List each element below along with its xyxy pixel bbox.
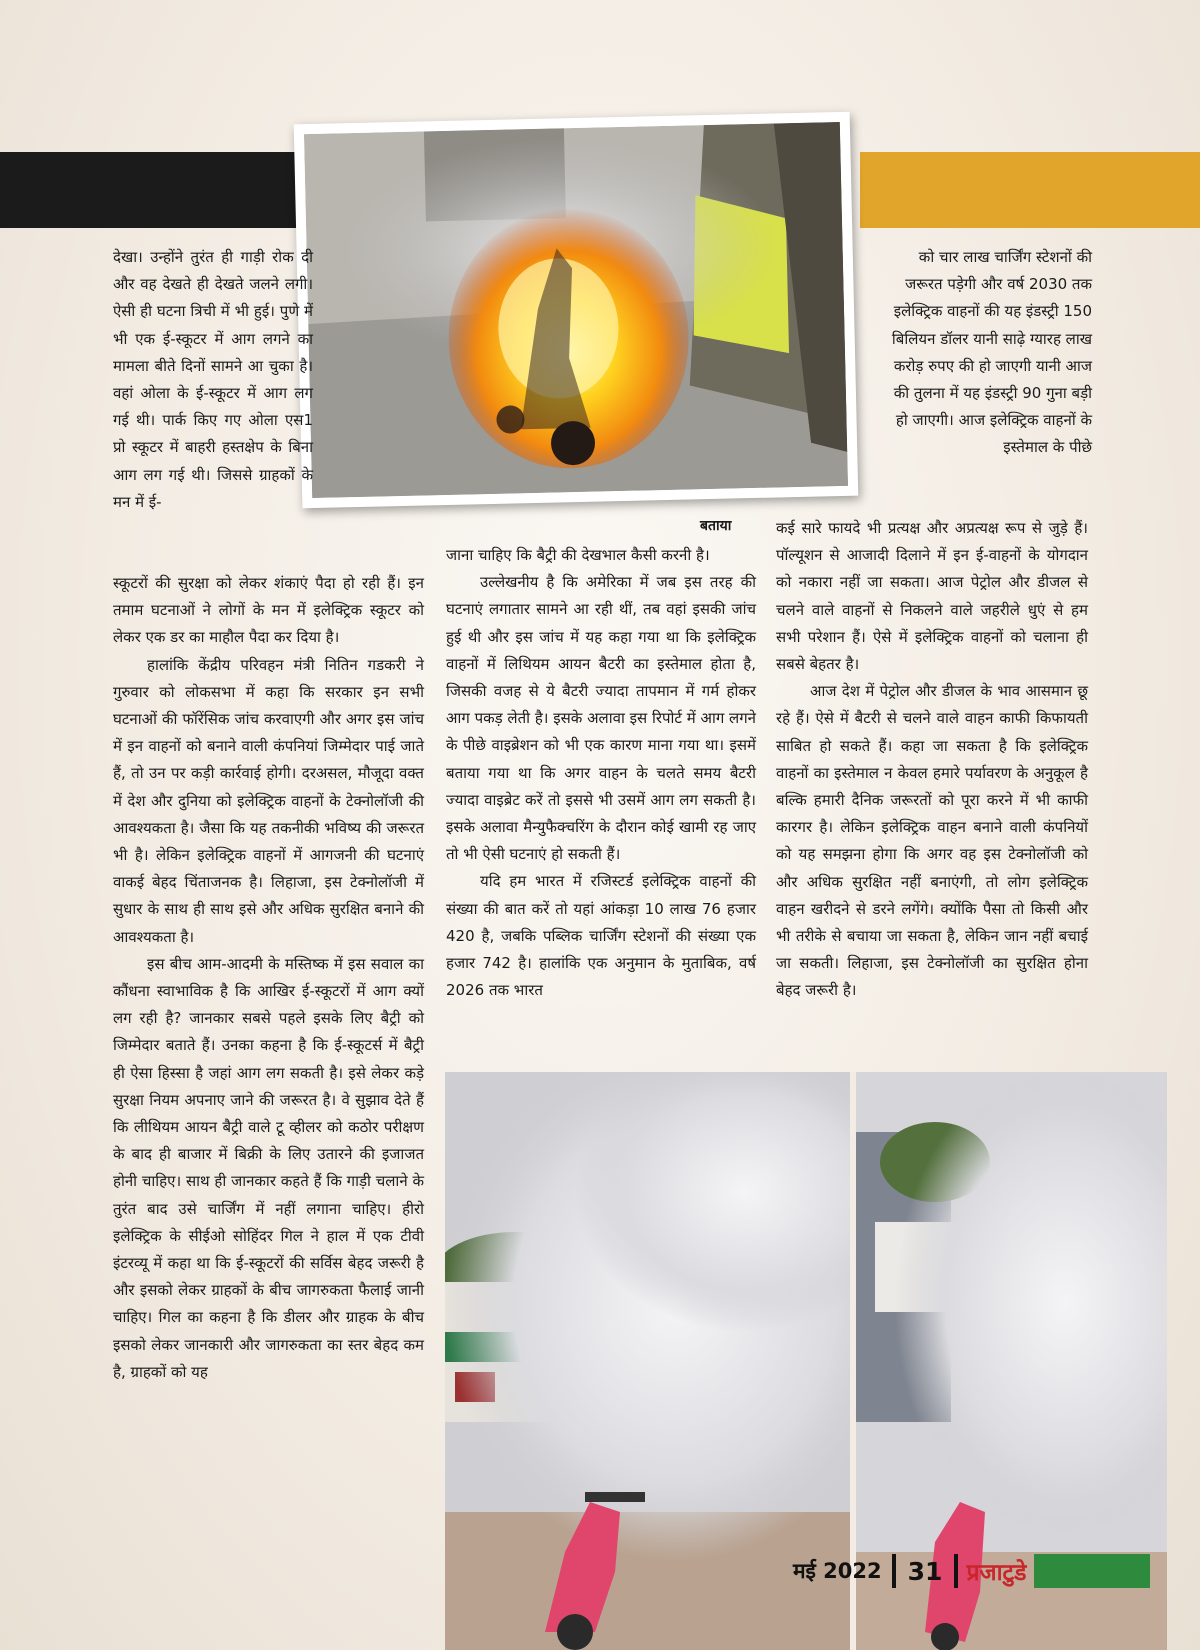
paragraph: यदि हम भारत में रजिस्टर्ड इलेक्ट्रिक वाहनों की संख्या की बात करें तो यहां आंकड़ा 10 लाख 76 हजार 420 है, जबकि पब्लिक चार्जिंग स्टेशनों की संख्या एक हजार 742 है। हालांकि एक अनुमान के मुताबिक, वर्ष 2026 तक भारत <box>446 872 756 1000</box>
footer-green-bar <box>1034 1554 1150 1588</box>
column-3-bottom <box>776 515 1088 1005</box>
paragraph: हालांकि केंद्रीय परिवहन मंत्री नितिन गडकरी ने गुरुवार को लोकसभा में कहा कि सरकार इन सभी घटनाओं की फॉरेंसिक जांच करवाएगी और अगर इस जांच में इन वाहनों को बनाने वाली कंपनियां जिम्मेदार पाई जाते हैं, तो उन पर कड़ी कार्रवाई होगी। दरअसल, मौजूदा वक्त में देश और दुनिया को इलेक्ट्रिक वाहनों के टेक्नोलॉजी की आवश्यकता है। जैसा कि यह तकनीकी भविष्य की जरूरत भी है। लेकिन इलेक्ट्रिक वाहनों में आगजनी की घटनाएं वाकई बेहद चिंताजनक है। लिहाजा, इस टेक्नोलॉजी में सुधार के साथ ही साथ इसे और अधिक सुरक्षित बनाने की आवश्यकता है। <box>113 655 424 946</box>
paragraph: जाना चाहिए कि बैट्री की देखभाल कैसी करनी है। <box>446 546 710 564</box>
column-1-bottom <box>113 570 424 1386</box>
magazine-logo: प्रजाटुडे <box>966 1560 1027 1586</box>
page-footer <box>793 1552 1150 1590</box>
paragraph: आज देश में पेट्रोल और डीजल के भाव आसमान छू रहे हैं। ऐसे में बैटरी से चलने वाले वाहन काफी किफायती साबित हो सकते हैं। कहा जा सकता है कि इलेक्ट्रिक वाहनों का इस्तेमाल न केवल हमारे पर्यावरण के अनुकूल है बल्कि हमारी दैनिक जरूरतों को पूरा करने में भी काफी कारगर है। लेकिन इलेक्ट्रिक वाहन बनाने वाली कंपनियों को यह समझना होगा कि अगर वह इस टेक्नोलॉजी को और अधिक सुरक्षित नहीं बनाएंगी, तो लोग इलेक्ट्रिक वाहन खरीदने से डरने लगेंगे। क्योंकि पैसा तो किसी और भी तरीके से बचाया जा सकता है, लेकिन जान नहीं बचाई जा सकती। लिहाजा, इस टेक्नोलॉजी का सुरक्षित होना बेहद जरूरी है। <box>776 682 1088 1000</box>
column-2 <box>446 542 756 1004</box>
column-1-top <box>113 244 313 516</box>
paragraph: स्कूटरों की सुरक्षा को लेकर शंकाएं पैदा हो रही हैं। इन तमाम घटनाओं ने लोगों के मन में इलेक्ट्रिक स्कूटर को लेकर एक डर का माहौल पैदा कर दिया है। <box>113 574 424 647</box>
paragraph: देखा। उन्होंने तुरंत ही गाड़ी रोक दी और वह देखते ही देखते जलने लगी। ऐसी ही घटना त्रिची में भी हुई। पुणे में भी एक ई-स्कूटर में आग लगने का मामला बीते दिनों सामने आ चुका है। वहां ओला के ई-स्कूटर में आग लग गई थी। पार्क किए गए ओला एस1 प्रो स्कूटर में बाहरी हस्तक्षेप के बिना आग लग गई थी। जिससे ग्राहकों के मन में ई- <box>113 248 313 511</box>
paragraph: को चार लाख चार्जिंग स्टेशनों की जरूरत पड़ेगी और वर्ष 2030 तक इलेक्ट्रिक वाहनों की यह इंडस्ट्री 150 बिलियन डॉलर यानी साढ़े ग्यारह लाख करोड़ रुपए की हो जाएगी यानी आज की तुलना में यह इंडस्ट्री 90 गुना बड़ी हो जाएगी। आज इलेक्ट्रिक वाहनों के इस्तेमाल के पीछे <box>891 248 1092 457</box>
column-3-top <box>884 244 1092 462</box>
header-band-black <box>0 152 300 228</box>
paragraph: कई सारे फायदे भी प्रत्यक्ष और अप्रत्यक्ष रूप से जुड़े हैं। पॉल्यूशन से आजादी दिलाने में इन ई-वाहनों के योगदान को नकारा नहीं जा सकता। आज पेट्रोल और डीजल से चलने वाले वाहनों से निकलने वाले जहरीले धुएं से हम सभी परेशान हैं। ऐसे में इलेक्ट्रिक वाहनों को चलाना ही सबसे बेहतर है। <box>776 519 1088 674</box>
scooter-fire-photo <box>294 112 859 509</box>
issue-month: मई 2022 <box>793 1559 882 1583</box>
header-band-orange <box>860 152 1200 228</box>
photo-caption: बताया <box>700 518 732 534</box>
paragraph: उल्लेखनीय है कि अमेरिका में जब इस तरह की घटनाएं लगातार सामने आ रही थीं, तब वहां इसकी जांच हुई थी और इस जांच में यह कहा गया था कि इलेक्ट्रिक वाहनों में लिथियम आयन बैटरी का इस्तेमाल होता है, जिसकी वजह से ये बैटरी ज्यादा तापमान में गर्म होकर आग पकड़ लेती है। इसके अलावा इस रिपोर्ट में आग लगने के पीछे वाइब्रेशन को भी एक कारण माना गया था। इसमें बताया गया था कि अगर वाहन के चलते समय बैटरी ज्यादा वाइब्रेट करें तो इससे भी उसमें आग लग सकती है। इसके अलावा मैन्युफैक्चरिंग के दौरान कोई खामी रह जाए तो भी ऐसी घटनाएं हो सकती हैं। <box>446 573 756 864</box>
paragraph: इस बीच आम-आदमी के मस्तिष्क में इस सवाल का कौंधना स्वाभाविक है कि आखिर ई-स्कूटरों में आग क्यों लग रही है? जानकार सबसे पहले इसके लिए बैट्री को जिम्मेदार बताते हैं। उनका कहना है कि ई-स्कूटर्स में बैट्री ही ऐसा हिस्सा है जहां आग लग सकती है। इसे लेकर कड़े सुरक्षा नियम अपनाए जाने की जरूरत है। वे सुझाव देते हैं कि लीथियम आयन बैट्री वाले टू व्हीलर को कठोर परीक्षण के बाद ही बाजार में बिक्री के लिए उतारने की इजाजत होनी चाहिए। साथ ही जानकार कहते हैं कि गाड़ी चलाने के तुरंत बाद उसे चार्जिंग में नहीं लगाना चाहिए। हीरो इलेक्ट्रिक के सीईओ सोहिंदर गिल ने हाल में एक टीवी इंटरव्यू में कहा था कि ई-स्कूटरों की सर्विस बेहद जरूरी है और इसको लेकर ग्राहकों के बीच जागरुकता फैलाई जानी चाहिए। गिल का कहना है कि डीलर और ग्राहक के बीच इसको लेकर जानकारी और जागरुकता का स्तर बेहद कम है, ग्राहकों को यह <box>113 954 424 1381</box>
page-number: 31 <box>907 1556 943 1586</box>
